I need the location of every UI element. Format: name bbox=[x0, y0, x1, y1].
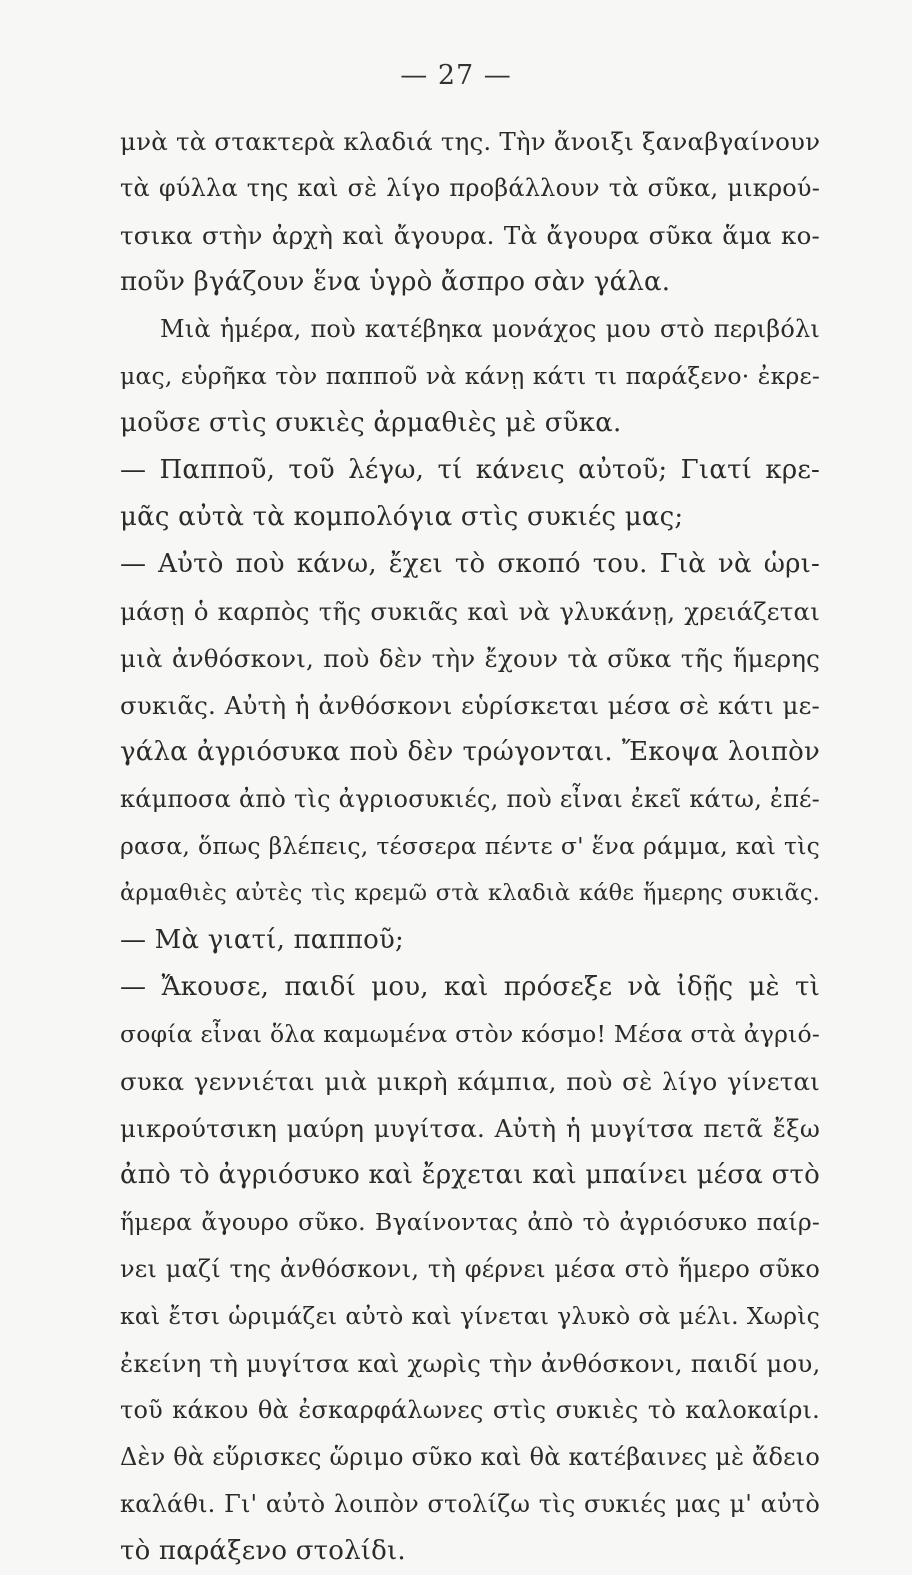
text-line: τσικα στὴν ἀρχὴ καὶ ἄγουρα. Τὰ ἄγουρα σῦκα ἅμα κο- bbox=[120, 221, 820, 250]
text-line: τοῦ κάκου θὰ ἐσκαρφάλωνες στὶς συκιὲς τὸ καλοκαίρι. bbox=[120, 1396, 820, 1424]
body-text bbox=[120, 118, 820, 1575]
text-line: συκιᾶς. Αὐτὴ ἡ ἀνθόσκονι εὑρίσκεται μέσα σὲ κάτι με- bbox=[120, 691, 820, 720]
text-line: ρασα, ὅπως βλέπεις, τέσσερα πέντε σ' ἕνα ράμμα, καὶ τὶς bbox=[120, 832, 820, 860]
text-line: μᾶς αὐτὰ τὰ κομπολόγια στὶς συκιές μας; bbox=[120, 502, 684, 532]
text-line: ἀπὸ τὸ ἀγριόσυκο καὶ ἔρχεται καὶ μπαίνει μέσα στὸ bbox=[120, 1160, 820, 1190]
text-line: ἀρμαθιὲς αὐτὲς τὶς κρεμῶ στὰ κλαδιὰ κάθε ἥμερης συκιᾶς. bbox=[120, 880, 820, 906]
text-line: νει μαζί της ἀνθόσκονι, τὴ φέρνει μέσα στὸ ἥμερο σῦκο bbox=[120, 1255, 820, 1283]
text-line: τὸ παράξενο στολίδι. bbox=[120, 1536, 406, 1566]
text-line: — Ἄκουσε, παιδί μου, καὶ πρόσεξε νὰ ἰδῇς μὲ τὶ bbox=[120, 972, 820, 1002]
text-line: γάλα ἀγριόσυκα ποὺ δὲν τρώγονται. Ἔκοψα λοιπὸν bbox=[120, 737, 820, 767]
text-line: μνὰ τὰ στακτερὰ κλαδιά της. Τὴν ἄνοιξι ξαναβγαίνουν bbox=[120, 127, 821, 156]
text-line: — Αὐτὸ ποὺ κάνω, ἔχει τὸ σκοπό του. Γιὰ νὰ ὡρι- bbox=[120, 549, 820, 579]
text-line: Δὲν θὰ εὕρισκες ὥριμο σῦκο καὶ θὰ κατέβαινες μὲ ἄδειο bbox=[120, 1443, 820, 1471]
text-line: τὰ φύλλα της καὶ σὲ λίγο προβάλλουν τὰ σῦκα, μικρού- bbox=[120, 174, 820, 202]
text-line: καλάθι. Γι' αὐτὸ λοιπὸν στολίζω τὶς συκιές μας μ' αὐτὸ bbox=[120, 1490, 820, 1518]
text-line: Μιὰ ἡμέρα, ποὺ κατέβηκα μονάχος μου στὸ περιβόλι bbox=[160, 315, 820, 343]
text-line: μοῦσε στὶς συκιὲς ἀρμαθιὲς μὲ σῦκα. bbox=[120, 408, 622, 438]
text-line: — Παπποῦ, τοῦ λέγω, τί κάνεις αὐτοῦ; Γιατί κρε- bbox=[120, 455, 820, 485]
text-line: συκα γεννιέται μιὰ μικρὴ κάμπια, ποὺ σὲ λίγο γίνεται bbox=[120, 1067, 820, 1096]
text-line: ἥμερα ἄγουρο σῦκο. Βγαίνοντας ἀπὸ τὸ ἀγριόσυκο παίρ- bbox=[120, 1208, 820, 1236]
text-line: καὶ ἔτσι ὡριμάζει αὐτὸ καὶ γίνεται γλυκὸ σὰ μέλι. Χωρὶς bbox=[120, 1302, 820, 1330]
text-line: ποῦν βγάζουν ἕνα ὑγρὸ ἄσπρο σὰν γάλα. bbox=[120, 267, 671, 297]
text-line: μικρούτσικη μαύρη μυγίτσα. Αὐτὴ ἡ μυγίτσα πετᾶ ἔξω bbox=[120, 1114, 820, 1143]
text-line: μάσῃ ὁ καρπὸς τῆς συκιᾶς καὶ νὰ γλυκάνῃ, χρειάζεται bbox=[120, 597, 820, 626]
text-line: μας, εὑρῆκα τὸν παπποῦ νὰ κάνῃ κάτι τι παράξενο· ἐκρε- bbox=[120, 362, 820, 390]
text-line: — Μὰ γιατί, παπποῦ; bbox=[120, 925, 404, 955]
text-line: σοφία εἶναι ὅλα καμωμένα στὸν κόσμο! Μέσα στὰ ἀγριό- bbox=[120, 1020, 820, 1048]
text-line: ἐκείνη τὴ μυγίτσα καὶ χωρὶς τὴν ἀνθόσκονι, παιδί μου, bbox=[120, 1349, 821, 1378]
page-number: — 27 — bbox=[400, 60, 512, 91]
text-line: μιὰ ἀνθόσκονι, ποὺ δὲν τὴν ἔχουν τὰ σῦκα τῆς ἥμερης bbox=[120, 644, 820, 673]
text-line: κάμποσα ἀπὸ τὶς ἀγριοσυκιές, ποὺ εἶναι ἐκεῖ κάτω, ἐπέ- bbox=[120, 785, 820, 813]
